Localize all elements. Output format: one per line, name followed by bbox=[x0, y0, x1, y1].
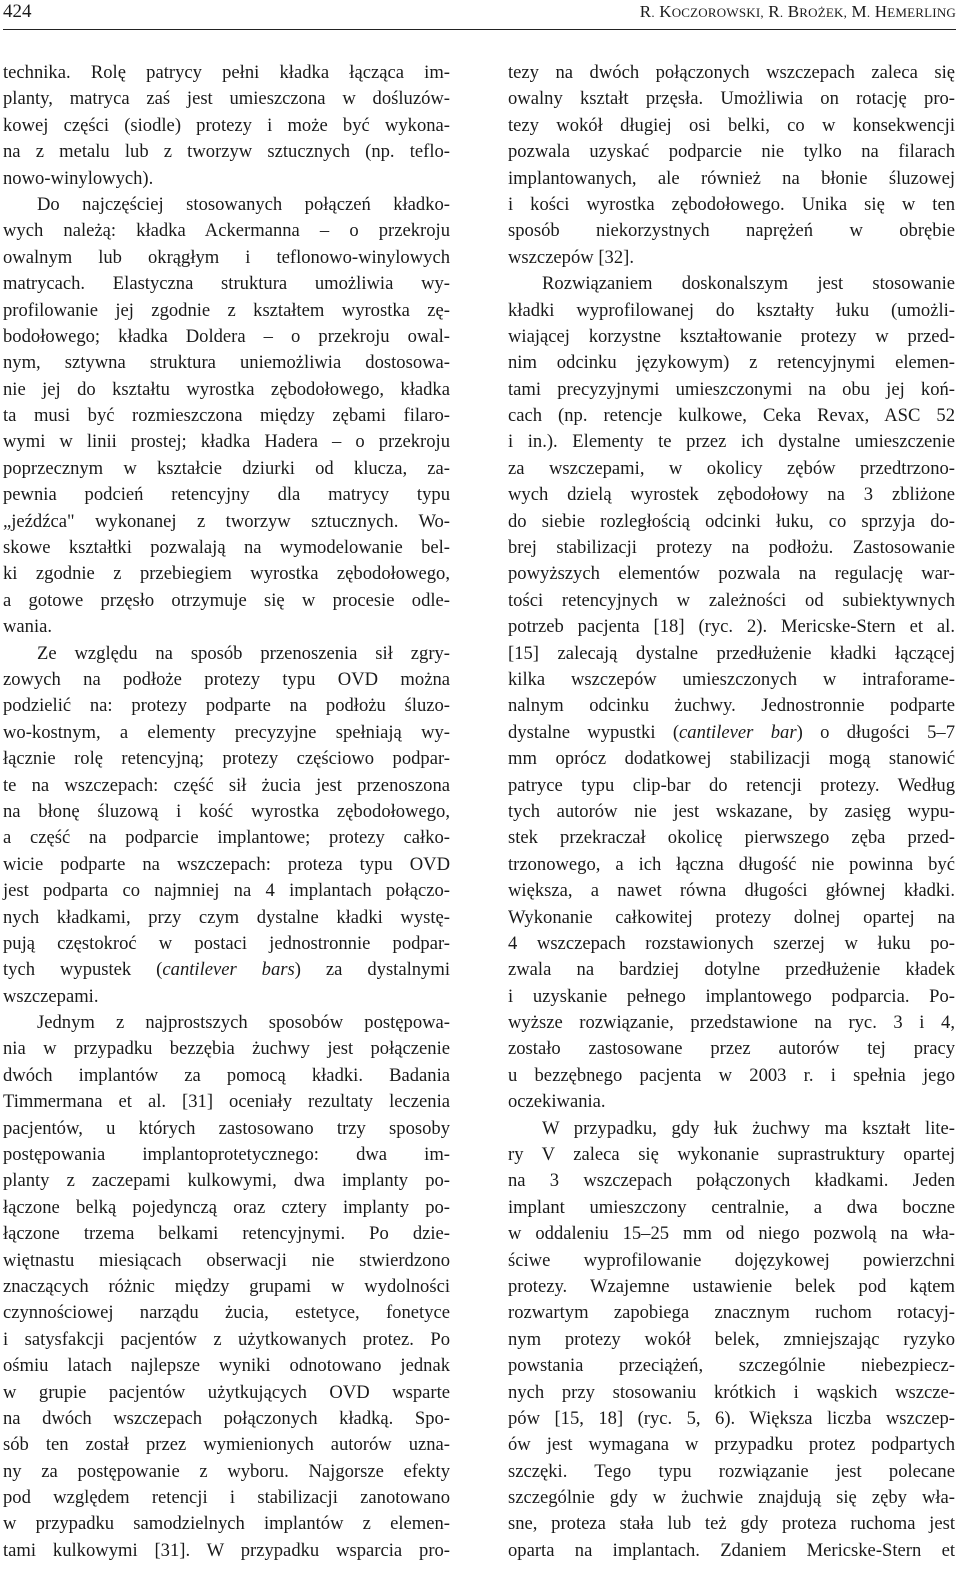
left-text-column bbox=[3, 60, 450, 1564]
text-line: W przypadku, gdy łuk żuchwy ma kształt lite- bbox=[542, 1117, 955, 1139]
text-line: implant umieszczony centralnie, a dwa boczne bbox=[508, 1196, 955, 1218]
small-caps-rest: OCZOROWSKI, bbox=[671, 5, 764, 20]
text-line: ośmiu latach najlepsze wyniki odnotowano jednak bbox=[3, 1355, 450, 1377]
text-line: zowych na podłoże protezy typu OVD można bbox=[3, 668, 450, 690]
text-line: pują częstokroć w postaci jednostronnie podpar- bbox=[3, 932, 450, 954]
text-line: kładki wyprofilowanej do kształty łuku (umożli- bbox=[508, 299, 955, 321]
text-line: nowo-winylowych). bbox=[3, 167, 154, 189]
small-caps-rest: ROŻEK, bbox=[799, 5, 848, 20]
small-caps-initial: H bbox=[874, 2, 888, 21]
text-line: matrycach. Elastyczna struktura umożliwia wy- bbox=[3, 273, 450, 295]
text-line: poprzecznym w kształcie dziurki od klucza, za- bbox=[3, 457, 450, 479]
text-line: tości retencyjnych w zależności od subiektywnych bbox=[508, 589, 955, 611]
text-line: zostało zastosowane przez autorów tej pracy bbox=[508, 1038, 955, 1060]
header-rule bbox=[3, 29, 956, 30]
text-line: Jednym z najprostszych sposobów postępowa- bbox=[37, 1012, 450, 1034]
text-line: cach (np. retencje kulkowe, Ceka Revax, ASC 52 bbox=[508, 405, 955, 427]
text-line: implantowanych, ale również na błonie śluzowej bbox=[508, 167, 955, 189]
text-line: nym, sztywna struktura uniemożliwia dostosowa- bbox=[3, 352, 450, 374]
text-line: pacjentów, u których zastosowano trzy sposoby bbox=[3, 1117, 450, 1139]
text-line: i satysfakcji pacjentów z użytkowanych protez. Po bbox=[3, 1328, 450, 1350]
text-line: na błonę śluzową i kość wyrostka zębodołowego, bbox=[3, 800, 450, 822]
small-caps-initial: M bbox=[851, 2, 867, 21]
running-header bbox=[3, 0, 956, 30]
small-caps-rest: . bbox=[779, 5, 784, 20]
text-line: oparta na implantach. Zdaniem Mericske-Stern et bbox=[508, 1539, 955, 1561]
text-line: 4 wszczepach rozstawionych szerzej w łuku po- bbox=[508, 932, 955, 954]
text-line: tezy wokół długiej osi belki, co w konsekwencji bbox=[508, 114, 955, 136]
text-line: na 3 wszczepach połączonych kładkami. Jeden bbox=[508, 1170, 955, 1192]
text-line: nych przy stosowaniu krótkich i wąskich wszcze- bbox=[508, 1381, 955, 1403]
text-line: pod względem retencji i stabilizacji zanotowano bbox=[3, 1487, 450, 1509]
text-line: więtnastu miesiącach obserwacji nie stwierdzono bbox=[3, 1249, 450, 1271]
text-line: wo-kostnym, a elementy precyzyjne spełniają wy- bbox=[3, 721, 450, 743]
text-line: Wykonanie całkowitej protezy dolnej opartej na bbox=[508, 906, 955, 928]
text-line: w oddaleniu 15–25 mm od niego pozwolą na wła- bbox=[508, 1223, 955, 1245]
text-line: i uzyskanie pełnego implantowego podparcia. Po- bbox=[508, 985, 955, 1007]
text-line: wszczepów [32]. bbox=[508, 246, 634, 268]
text-line: protezy. Wzajemne ustawienie belek pod kątem bbox=[508, 1275, 955, 1297]
text-line: za wszczepami, w okolicy zębów przedtrzono- bbox=[508, 457, 955, 479]
text-line: „jeźdźca" wykonanej z tworzyw sztucznych. Wo- bbox=[3, 510, 450, 532]
text-line: ki zgodnie z przebiegiem wyrostka zębodołowego, bbox=[3, 563, 450, 585]
text-line: i in.). Elementy te przez ich dystalne umieszczenie bbox=[508, 431, 955, 453]
text-line: nym protezy wokół belek, zmniejszając ryzyko bbox=[508, 1328, 955, 1350]
small-caps-initial: R bbox=[639, 2, 652, 21]
text-line: zwala na bardziej dotylne przedłużenie kładek bbox=[508, 959, 955, 981]
small-caps-rest: . bbox=[651, 5, 655, 20]
text-line: na dwóch wszczepach połączonych kładką. Spo- bbox=[3, 1407, 450, 1429]
right-text-column bbox=[508, 60, 955, 1564]
text-line: sne, proteza stała lub też gdy proteza ruchoma jest bbox=[508, 1513, 955, 1535]
text-line: bodołowego; kładka Doldera – o przekroju owal- bbox=[3, 325, 450, 347]
text-line: ów jest wymagana w przypadku protez podpartych bbox=[508, 1434, 955, 1456]
text-line: patryce typu clip-bar do retencji protezy. Według bbox=[508, 774, 955, 796]
text-line: planty, matryca zaś jest umieszczona w dośluzów- bbox=[3, 88, 450, 110]
text-line: nalnym odcinku żuchwy. Jednostronnie podparte bbox=[508, 695, 955, 717]
text-line: tych wypustek (cantilever bars) za dystalnymi bbox=[3, 959, 450, 981]
text-line: owalnym lub okrągłym i teflonowo-winylowych bbox=[3, 246, 450, 268]
text-line: w grupie pacjentów użytkujących OVD wsparte bbox=[3, 1381, 450, 1403]
text-line: tych autorów nie jest wskazane, by zasięg wypu- bbox=[508, 800, 955, 822]
text-line: czynnościowej narządu żucia, estetyce, fonetyce bbox=[3, 1302, 450, 1324]
text-line: sób ten został przez wymienionych autorów uzna- bbox=[3, 1434, 450, 1456]
text-line: tami kulkowymi [31]. W przypadku wsparcia pro- bbox=[3, 1539, 450, 1561]
text-line: tezy na dwóch połączonych wszczepach zaleca się bbox=[508, 62, 955, 83]
text-line: Timmermana et al. [31] oceniały rezultaty leczenia bbox=[3, 1091, 450, 1113]
text-line: trzonowego, a ich łączna długość nie powinna być bbox=[508, 853, 955, 875]
text-line: Rozwiązaniem doskonalszym jest stosowanie bbox=[542, 273, 955, 295]
small-caps-rest: . bbox=[866, 5, 871, 20]
text-line: oczekiwania. bbox=[508, 1091, 606, 1113]
text-line: powstania przeciążeń, szczególnie niebezpiecz- bbox=[508, 1355, 955, 1377]
text-line: [15] zalecają dystalne przedłużenie kładki łączącej bbox=[508, 642, 955, 664]
text-line: wicie podparte na wszczepach: proteza typu OVD bbox=[3, 853, 450, 875]
text-line: szczególnie gdy w żuchwie znajdują się zęby wła- bbox=[508, 1487, 955, 1509]
small-caps-initial: K bbox=[659, 2, 672, 21]
text-line: u bezzębnego pacjenta w 2003 r. i spełnia jego bbox=[508, 1064, 955, 1086]
text-line: do siebie rozległością odcinki łuku, co sprzyja do- bbox=[508, 510, 955, 532]
text-line: pewnia podcień retencyjny dla matrycy typu bbox=[3, 484, 450, 506]
page-number: 424 bbox=[3, 1, 32, 22]
small-caps-initial: B bbox=[787, 2, 800, 21]
text-line: dwóch implantów za pomocą kładki. Badania bbox=[3, 1064, 450, 1086]
text-line: wych dzielą wyrostek zębodołowy na 3 zbliżone bbox=[508, 484, 955, 506]
text-line: nych kładkami, przy czym dystalne kładki wystę- bbox=[3, 906, 450, 928]
text-line: w przypadku samodzielnych implantów z elemen- bbox=[3, 1513, 450, 1535]
text-line: nia w przypadku bezzębia żuchwy jest połączenie bbox=[3, 1038, 450, 1060]
text-line: większa, a nawet równa długości głównej kładki. bbox=[508, 880, 955, 902]
italic-term: cantilever bars bbox=[162, 959, 295, 981]
text-line: pozwala uzyskać podparcie nie tylko na filarach bbox=[508, 141, 955, 163]
small-caps-rest: EMERLING bbox=[887, 5, 956, 20]
text-line: Ze względu na sposób przenoszenia sił zgry- bbox=[37, 642, 450, 664]
text-line: wymi w linii prostej; kładka Hadera – o przekroju bbox=[3, 431, 450, 453]
text-line: wszczepami. bbox=[3, 985, 99, 1007]
text-line: pów [15, 18] (ryc. 5, 6). Większa liczba wszczep- bbox=[508, 1407, 955, 1429]
text-line: technika. Rolę patrycy pełni kładka łącząca im- bbox=[3, 62, 450, 83]
text-line: wania. bbox=[3, 616, 53, 638]
text-line: owalny kształt przęsła. Umożliwia on rotację pro- bbox=[508, 88, 955, 110]
text-line: wyższe rozwiązanie, przedstawione na ryc. 3 i 4, bbox=[508, 1012, 955, 1034]
text-line: jest podparta co najmniej na 4 implantach połączo- bbox=[3, 880, 450, 902]
text-line: na z metalu lub z tworzyw sztucznych (np. teflo- bbox=[3, 141, 450, 163]
text-line: nie jej do kształtu wyrostka zębodołowego, kładka bbox=[3, 378, 450, 400]
text-line: łącznie rolę retencyjną; protezy częściowo podpar- bbox=[3, 748, 450, 770]
text-line: kilka wszczepów umieszczonych w intraforame- bbox=[508, 668, 955, 690]
text-line: brej stabilizacji protezy na podłożu. Zastosowanie bbox=[508, 537, 955, 559]
text-line: postępowania implantoprotetycznego: dwa im- bbox=[3, 1144, 450, 1166]
text-line: te na wszczepach: część sił żucia jest przenoszona bbox=[3, 774, 450, 796]
text-line: ściwe wyprofilowanie dojęzykowej powierzchni bbox=[508, 1249, 955, 1271]
text-line: a gotowe przęsło otrzymuje się w procesie odle- bbox=[3, 589, 450, 611]
text-line: dystalne wypustki (cantilever bar) o długości 5–7 bbox=[508, 721, 955, 743]
text-line: kowej części (siodle) protezy i może być wykona- bbox=[3, 114, 450, 136]
text-line: Do najczęściej stosowanych połączeń kładko- bbox=[37, 193, 450, 215]
italic-term: cantilever bar bbox=[679, 721, 797, 743]
text-line: sposób niekorzystnych naprężeń w obrębie bbox=[508, 220, 955, 242]
text-line: ry V zaleca się wykonanie suprastruktury opartej bbox=[508, 1144, 955, 1166]
text-line: a część na podparcie implantowe; protezy całko- bbox=[3, 827, 450, 849]
small-caps-initial: R bbox=[768, 2, 780, 21]
text-line: potrzeb pacjenta [18] (ryc. 2). Mericske-Stern et al. bbox=[508, 616, 955, 638]
text-line: profilowanie jej zgodnie z kształtem wyrostka zę- bbox=[3, 299, 450, 321]
text-line: znaczących różnic między grupami w wydolności bbox=[3, 1275, 450, 1297]
text-line: podzielić na: protezy podparte na podłożu śluzo- bbox=[3, 695, 450, 717]
text-line: nim odcinku językowym) z retencyjnymi elemen- bbox=[508, 352, 955, 374]
text-line: wiającej korzystne kształtowanie protezy w przed- bbox=[508, 325, 955, 347]
text-line: i kości wyrostka zębodołowego. Unika się w ten bbox=[508, 193, 955, 215]
text-line: szczęki. Tego typu rozwiązanie jest polecane bbox=[508, 1460, 955, 1482]
text-line: stek przekraczał okolicę pierwszego zęba przed- bbox=[508, 827, 955, 849]
text-line: ny za postępowanie z wyboru. Najgorsze efekty bbox=[3, 1460, 450, 1482]
running-head-authors bbox=[640, 0, 956, 25]
text-line: łączone trzema belkami retencyjnymi. Po dzie- bbox=[3, 1223, 450, 1245]
text-line: ta musi być rozmieszczona między zębami filaro- bbox=[3, 405, 450, 427]
text-line: wych należą: kładka Ackermanna – o przekroju bbox=[3, 220, 450, 242]
text-line: łączone belką pojedynczą oraz cztery implanty po- bbox=[3, 1196, 450, 1218]
text-line: powyższych elementów pozwala na regulację war- bbox=[508, 563, 955, 585]
text-line: planty z zaczepami kulkowymi, dwa implanty po- bbox=[3, 1170, 450, 1192]
text-line: tami precyzyjnymi umieszczonymi na obu jej koń- bbox=[508, 378, 955, 400]
text-line: mm oprócz dodatkowej stabilizacji mogą stanowić bbox=[508, 748, 955, 770]
text-line: skowe kształtki pozwalają na wymodelowanie bel- bbox=[3, 537, 450, 559]
text-line: rozwartym zapobiega znacznym ruchom rotacyj- bbox=[508, 1302, 955, 1324]
